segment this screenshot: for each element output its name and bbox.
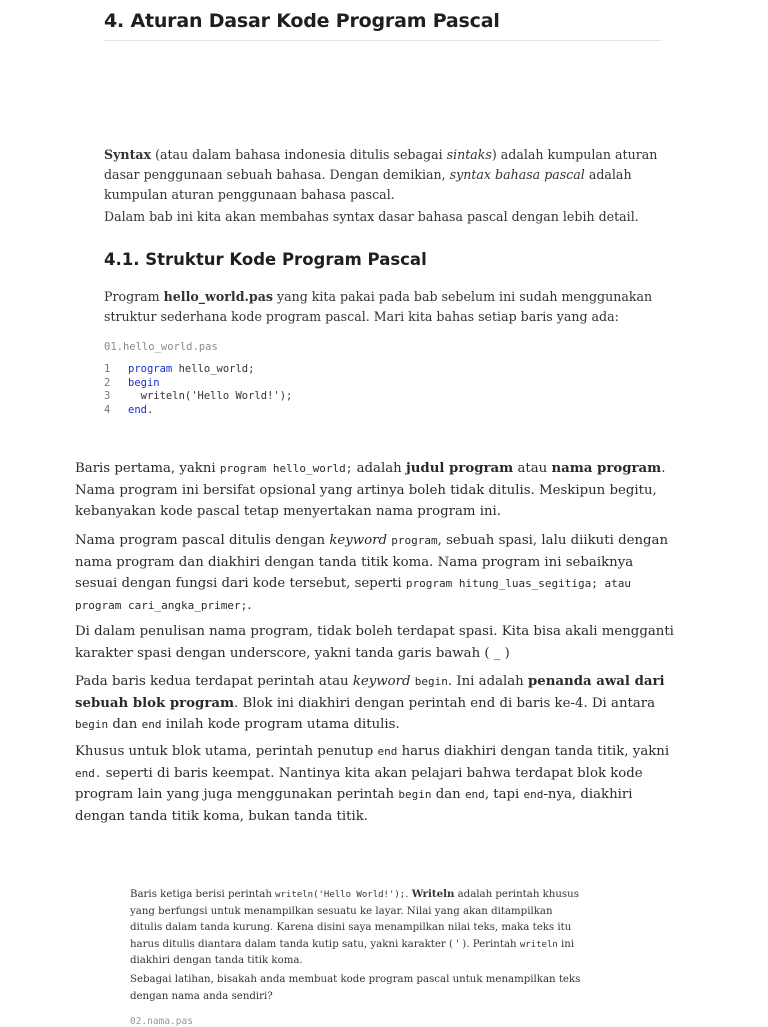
- code-keyword: program: [128, 363, 173, 375]
- syntax-term: Syntax: [104, 147, 152, 162]
- code-keyword: end: [128, 403, 147, 416]
- code-text: .: [146, 403, 154, 416]
- inline-code: end: [141, 718, 162, 731]
- inline-code: begin: [398, 788, 432, 801]
- text: . Blok ini diakhiri dengan perintah end di baris ke-4. Di antara: [234, 695, 656, 711]
- text: adalah kumpulan aturan penggunaan bahasa pascal.: [104, 167, 632, 202]
- note-paragraph-2: Sebagai latihan, bisakah anda membuat kode program pascal untuk menampilkan teks dengan nama anda sendiri?: [130, 974, 581, 1002]
- text: dan: [108, 717, 142, 732]
- sintaks-term: sintaks: [446, 147, 492, 162]
- body-paragraph-5: [75, 741, 675, 827]
- text: -nya, diakhiri dengan tanda titik koma, bukan tanda titik.: [75, 787, 633, 824]
- bold-term: penanda awal dari sebuah blok program: [75, 674, 665, 711]
- code-text: hello_world;: [172, 363, 255, 375]
- body-paragraph-1: [75, 458, 675, 523]
- code-keyword: begin: [128, 376, 160, 389]
- code-line: [104, 404, 292, 418]
- section-title: 4.1. Struktur Kode Program Pascal: [104, 250, 427, 269]
- text: . Nama program ini bersifat opsional yang artinya boleh tidak ditulis. Meskipun begitu, kebanyakan kode pascal tetap menyertakan nama program ini.: [75, 461, 666, 519]
- text: Nama program pascal ditulis dengan: [75, 533, 330, 548]
- inline-code: begin: [75, 718, 109, 731]
- text: Khusus untuk blok utama, perintah penutup: [75, 744, 378, 759]
- text: atau: [513, 461, 552, 476]
- inline-code: program: [391, 534, 438, 547]
- line-number: 2: [104, 376, 111, 389]
- text: .: [247, 597, 252, 613]
- text: , tapi: [484, 787, 524, 802]
- body-paragraph-2: [75, 530, 675, 616]
- line-number: 1: [104, 363, 111, 375]
- inline-code: begin: [414, 675, 448, 688]
- text: (atau dalam bahasa indonesia ditulis sebagai: [151, 147, 447, 162]
- text: dan: [431, 787, 465, 802]
- text: adalah: [352, 461, 406, 476]
- code-filename-2: 02.nama.pas: [130, 1016, 193, 1027]
- inline-code: end: [523, 788, 544, 801]
- inline-code: program hitung_luas_segitiga; atau program cari_angka_primer;: [75, 577, 632, 612]
- intro-paragraph: [104, 145, 664, 205]
- inline-code: writeln('Hello World!');: [275, 890, 406, 900]
- text: Program: [104, 289, 164, 304]
- text: seperti di baris keempat. Nantinya kita akan pelajari bahwa terdapat blok kode program lain yang juga menggunakan perintah: [75, 765, 643, 802]
- bold-term: Writeln: [411, 888, 455, 900]
- text: , sebuah spasi, lalu diikuti dengan nama program dan diakhiri dengan tanda titik koma. Nama program ini sebaiknya sesuai dengan fungsi dari kode tersebut, seperti: [75, 533, 669, 591]
- note-paragraph-1: [130, 886, 585, 970]
- text: ) adalah kumpulan aturan dasar penggunaan sebuah bahasa. Dengan demikian,: [104, 147, 658, 182]
- italic-term: keyword: [329, 533, 388, 548]
- text: .: [405, 889, 412, 900]
- syntax-pascal-term: syntax bahasa pascal: [449, 167, 585, 182]
- line-number: 4: [104, 403, 111, 416]
- inline-code: end.: [75, 766, 102, 780]
- code-line: [104, 377, 292, 391]
- text: yang kita pakai pada bab sebelum ini sudah menggunakan struktur sederhana kode program pascal. Mari kita bahas setiap baris yang ada:: [104, 289, 653, 324]
- text: Baris pertama, yakni: [75, 461, 220, 476]
- bold-term: judul program: [405, 461, 514, 476]
- text: inilah kode program utama ditulis.: [161, 717, 400, 732]
- section-paragraph: [104, 287, 664, 327]
- code-text: writeln('Hello World!');: [128, 390, 293, 403]
- text: Baris ketiga berisi perintah: [130, 889, 276, 900]
- code-line: [104, 363, 292, 377]
- text: ini diakhiri dengan tanda titik koma.: [130, 938, 575, 966]
- line-number: 3: [104, 390, 111, 403]
- text: . Ini adalah: [447, 674, 528, 689]
- inline-code: program hello_world;: [219, 462, 353, 475]
- code-block: [104, 363, 292, 417]
- inline-code: end: [464, 788, 485, 801]
- filename-term: hello_world.pas: [163, 289, 273, 304]
- page-title: 4. Aturan Dasar Kode Program Pascal: [104, 10, 661, 41]
- text: adalah perintah khusus yang berfungsi untuk menampilkan sesuatu ke layar. Nilai yang akan ditampilkan ditulis dalam tanda kurung. Karena disini saya menampilkan nilai teks, maka teks itu harus ditulis diantara dalam tanda kutip satu, yakni karakter ( ' ). Perintah: [130, 889, 579, 950]
- text: Pada baris kedua terdapat perintah atau: [75, 674, 353, 689]
- text: harus diakhiri dengan tanda titik, yakni: [397, 744, 670, 759]
- inline-code: writeln: [519, 939, 558, 950]
- body-paragraph-4: [75, 671, 675, 736]
- bold-term: nama program: [551, 461, 662, 476]
- code-line: [104, 390, 292, 404]
- intro-paragraph-2: Dalam bab ini kita akan membahas syntax dasar bahasa pascal dengan lebih detail.: [104, 209, 639, 224]
- body-paragraph-3: Di dalam penulisan nama program, tidak boleh terdapat spasi. Kita bisa akali mengganti karakter spasi dengan underscore, yakni tanda garis bawah ( _ ): [75, 624, 674, 661]
- inline-code: end: [377, 745, 398, 758]
- italic-term: keyword: [352, 674, 411, 689]
- code-filename: 01.hello_world.pas: [104, 341, 218, 353]
